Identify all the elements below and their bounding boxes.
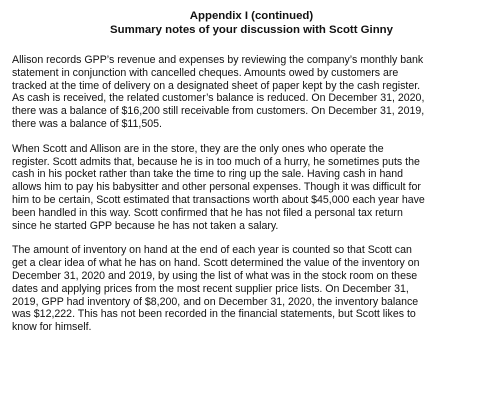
text-line: statement in conjunction with cancelled cheques. Amounts owed by customers are <box>12 66 399 79</box>
text-line: dates and applying prices from the most recent supplier price lists. On December 31, <box>12 282 409 295</box>
text-line: there was a balance of $11,505. <box>12 117 162 130</box>
paragraph-inventory <box>12 244 491 334</box>
text-line: As cash is received, the related customer’s balance is reduced. On December 31, 2020, <box>12 92 425 105</box>
text-line: since he started GPP because he has not taken a salary. <box>12 219 279 232</box>
appendix-title: Appendix I (continued) <box>189 10 314 22</box>
text-line: The amount of inventory on hand at the end of each year is counted so that Scott can <box>12 244 412 257</box>
text-line: When Scott and Allison are in the store, they are the only ones who operate the <box>12 142 384 155</box>
text-line: Allison records GPP’s revenue and expenses by reviewing the company’s monthly bank <box>12 54 424 66</box>
text-line: 2019, GPP had inventory of $8,200, and on December 31, 2020, the inventory balance <box>12 295 419 308</box>
text-line: him to be certain, Scott estimated that transactions worth about $45,000 each year have <box>12 193 425 206</box>
text-line: know for himself. <box>12 321 92 334</box>
text-line: tracked at the time of delivery on a designated sheet of paper kept by the cash register. <box>12 79 421 92</box>
paragraph-cash-sales <box>12 143 491 233</box>
text-line: register. Scott admits that, because he is in too much of a hurry, he sometimes puts the <box>12 155 420 168</box>
text-line: was $12,222. This has not been recorded in the financial statements, but Scott likes to <box>12 308 416 321</box>
appendix-subtitle: Summary notes of your discussion with Scott Ginny <box>110 24 393 36</box>
text-line: get a clear idea of what he has on hand. Scott determined the value of the inventory on <box>12 257 420 270</box>
text-line: cash in his pocket rather than take the time to ring up the sale. Having cash in hand <box>12 168 404 181</box>
paragraph-receivables <box>12 54 491 131</box>
text-line: there was a balance of $16,200 still receivable from customers. On December 31, 2019, <box>12 105 425 118</box>
text-line: allows him to pay his babysitter and other personal expenses. Though it was difficult for <box>12 181 421 194</box>
document-heading <box>12 9 491 37</box>
text-line: December 31, 2020 and 2019, by using the list of what was in the stock room on these <box>12 269 418 282</box>
text-line: been handled in this way. Scott confirmed that he has not filed a personal tax return <box>12 206 403 219</box>
